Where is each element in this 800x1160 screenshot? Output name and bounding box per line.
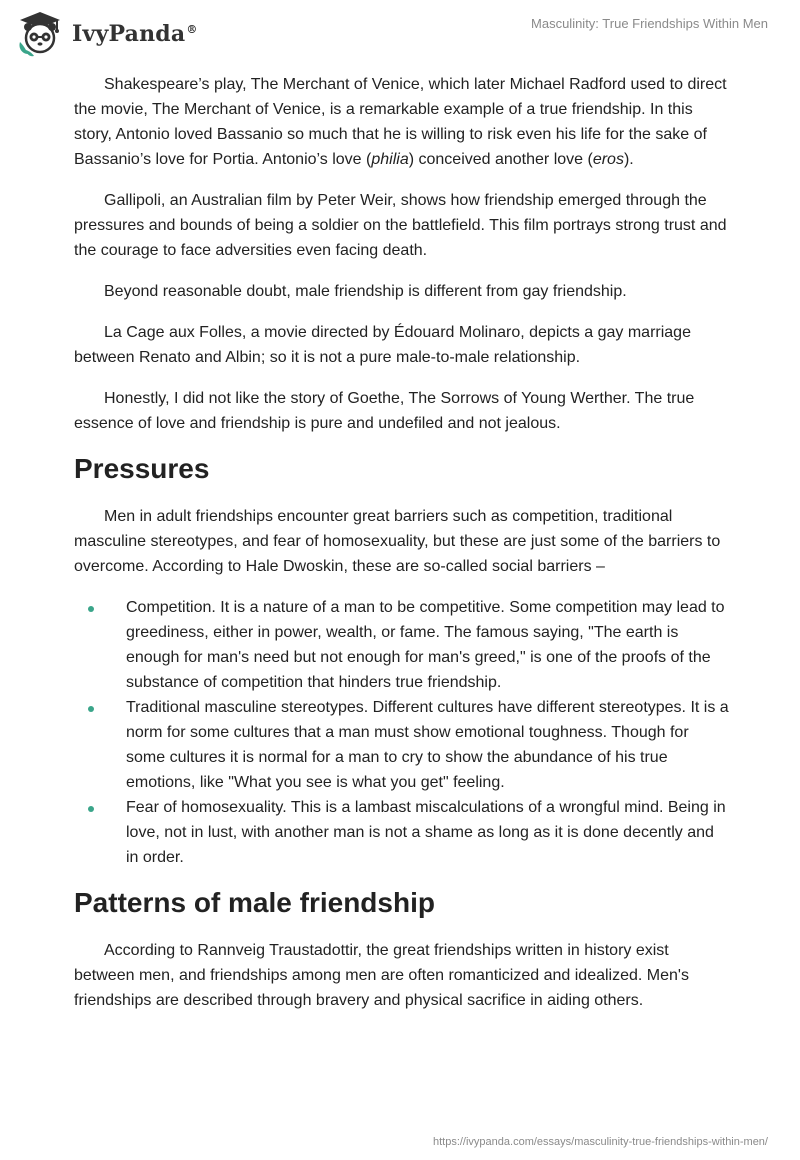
philia-term: philia — [371, 151, 409, 168]
bullet-dot-icon — [88, 706, 94, 712]
paragraph-la-cage-aux-folles: La Cage aux Folles, a movie directed by Édouard Molinaro, depicts a gay marriage between Renato and Albin; so it is not a pure male-to-male relationship. — [74, 324, 691, 366]
paragraph-gallipoli: Gallipoli, an Australian film by Peter Weir, shows how friendship emerged through the pressures and bounds of being a soldier on the battlefield. This film portrays strong trust and the courage to face adversities even facing death. — [74, 192, 727, 259]
essay-content — [74, 72, 730, 1029]
barriers-list — [74, 595, 730, 870]
source-url[interactable]: https://ivypanda.com/essays/masculinity-true-friendships-within-men/ — [432, 1136, 768, 1148]
heading-pressures: Pressures — [74, 453, 210, 484]
document-title: Masculinity: True Friendships Within Men — [531, 16, 768, 31]
brand-name: IvyPanda® — [72, 21, 198, 47]
list-item-competition: Competition. It is a nature of a man to be competitive. Some competition may lead to greediness, either in power, wealth, or fame. The famous saying, "The earth is enough for man's need but not enough for man's greed," is one of the proofs of the substance of competition that hinders true friendship. — [74, 595, 730, 695]
paragraph-goethe: Honestly, I did not like the story of Goethe, The Sorrows of Young Werther. The true essence of love and friendship is pure and undefiled and not jealous. — [74, 390, 695, 432]
bullet-dot-icon — [88, 806, 94, 812]
paragraph-patterns: According to Rannveig Traustadottir, the great friendships written in history exist between men, and friendships among men are often romanticized and idealized. Men's friendships are described through bravery and physical sacrifice in aiding others. — [74, 942, 689, 1009]
paragraph-pressures-intro: Men in adult friendships encounter great barriers such as competition, traditional masculine stereotypes, and fear of homosexuality, but these are just some of the barriers to overcome. According to Hale Dwoskin, these are so-called social barriers – — [74, 508, 721, 575]
paragraph-merchant-of-venice: Shakespeare’s play, The Merchant of Venice, which later Michael Radford used to direct the movie, The Merchant of Venice, is a remarkable example of a true friendship. In this story, Antonio loved Bassanio so much that he is willing to risk even his life for the sake of Bassanio’s love for Portia. Antonio’s love (philia) conceived another love (eros). — [74, 76, 727, 168]
page-header — [0, 0, 800, 70]
registered-mark: ® — [186, 22, 198, 36]
heading-patterns: Patterns of male friendship — [74, 887, 435, 918]
paragraph-reasonable-doubt: Beyond reasonable doubt, male friendship is different from gay friendship. — [104, 283, 627, 300]
panda-graduate-icon — [16, 10, 64, 58]
bullet-dot-icon — [88, 606, 94, 612]
list-item-homosexuality: Fear of homosexuality. This is a lambast miscalculations of a wrongful mind. Being in love, not in lust, with another man is not a shame as long as it is done decently and in order. — [74, 795, 730, 870]
ivypanda-logo[interactable] — [16, 10, 198, 58]
eros-term: eros — [592, 151, 624, 168]
list-item-stereotypes: Traditional masculine stereotypes. Different cultures have different stereotypes. It is a norm for some cultures that a man must show emotional toughness. Though for some cultures it is normal for a man to cry to show the abundance of his true emotions, like "What you see is what you get" feeling. — [74, 695, 730, 795]
